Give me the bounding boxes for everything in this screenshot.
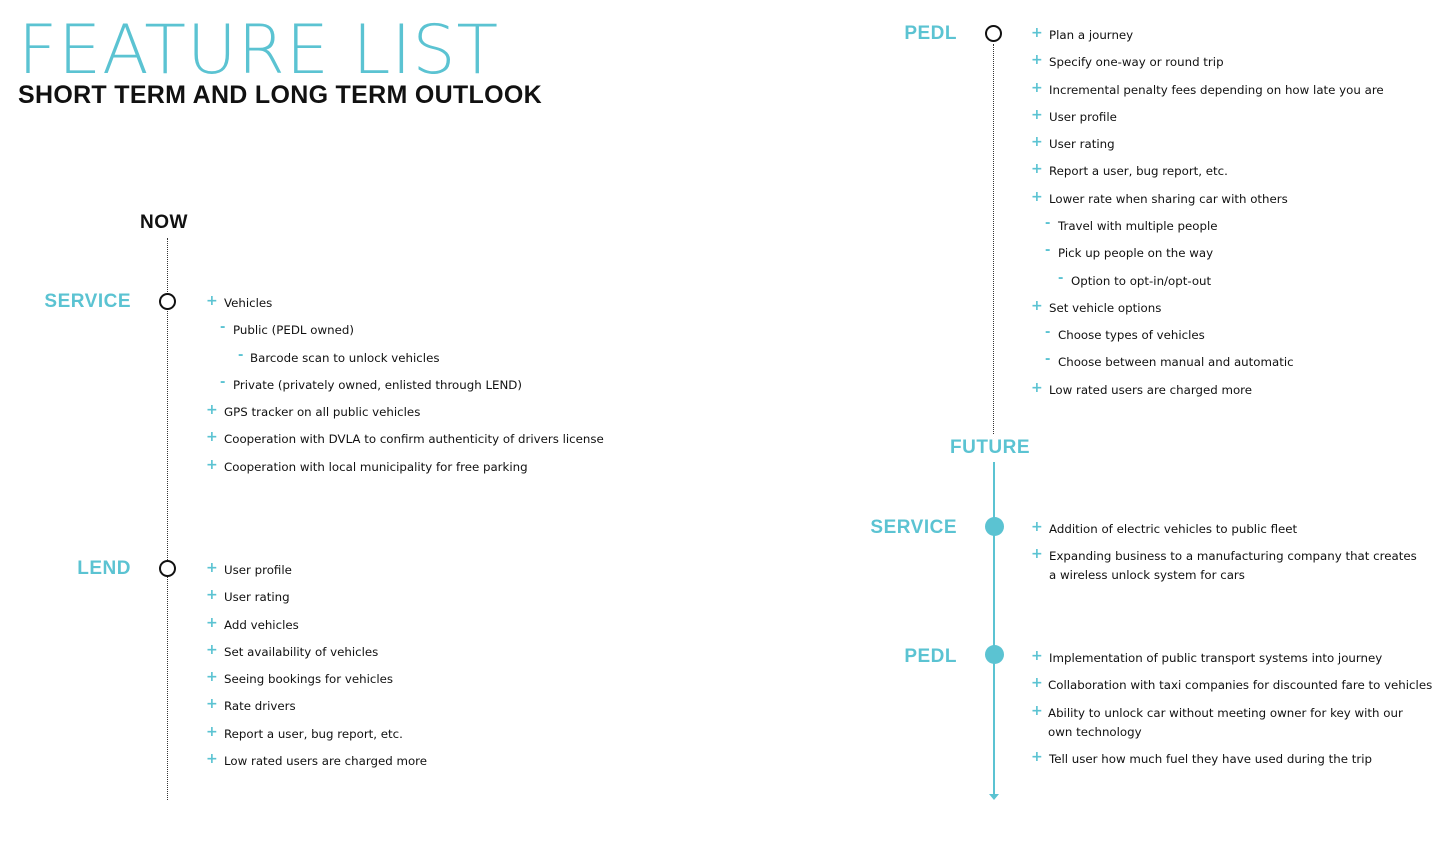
plus-icon: + <box>1031 546 1043 562</box>
dash-icon: - <box>1045 216 1051 231</box>
list-item: Addition of electric vehicles to public fleet <box>1049 522 1298 536</box>
list-item: Plan a journey <box>1049 28 1134 42</box>
dash-icon: - <box>1045 243 1051 258</box>
plus-icon: + <box>206 293 218 309</box>
list-item: Lower rate when sharing car with others <box>1049 192 1288 206</box>
plus-icon: + <box>1031 380 1043 396</box>
list-item: Specify one-way or round trip <box>1049 55 1224 69</box>
dash-icon: - <box>238 348 244 363</box>
milestone-ring-now-service <box>159 293 176 310</box>
list-item: Choose types of vehicles <box>1058 328 1205 342</box>
milestone-ring-now-pedl <box>985 25 1002 42</box>
list-item: Barcode scan to unlock vehicles <box>250 351 440 365</box>
plus-icon: + <box>1031 107 1043 123</box>
milestone-ring-now-lend <box>159 560 176 577</box>
dash-icon: - <box>220 320 226 335</box>
list-item: Pick up people on the way <box>1058 246 1214 260</box>
list-item: Choose between manual and automatic <box>1058 355 1294 369</box>
plus-icon: + <box>1031 25 1043 41</box>
milestone-dot-future-service <box>985 517 1004 536</box>
plus-icon: + <box>206 669 218 685</box>
list-item: Incremental penalty fees depending on how late you are <box>1049 83 1384 97</box>
plus-icon: + <box>206 642 218 658</box>
plus-icon: + <box>1031 298 1043 314</box>
list-item: Cooperation with local municipality for free parking <box>224 460 528 474</box>
section-label-now-lend: LEND <box>77 558 131 579</box>
plus-icon: + <box>1031 675 1043 691</box>
list-item: Report a user, bug report, etc. <box>1049 164 1228 178</box>
list-item: Tell user how much fuel they have used during the trip <box>1049 752 1372 766</box>
plus-icon: + <box>1031 519 1043 535</box>
milestone-dot-future-pedl <box>985 645 1004 664</box>
plus-icon: + <box>1031 134 1043 150</box>
plus-icon: + <box>206 560 218 576</box>
list-item: Seeing bookings for vehicles <box>224 672 394 686</box>
list-item: User profile <box>1049 110 1117 124</box>
list-item: Low rated users are charged more <box>1049 383 1253 397</box>
list-item: Ability to unlock car without meeting owner for key with our own technology <box>1048 706 1403 739</box>
list-item: Expanding business to a manufacturing company that creates a wireless unlock system for cars <box>1049 549 1417 582</box>
list-item: Low rated users are charged more <box>224 754 428 768</box>
future-timeline-line <box>993 462 995 794</box>
list-item: Set vehicle options <box>1049 301 1162 315</box>
section-label-future-pedl: PEDL <box>904 646 957 667</box>
plus-icon: + <box>206 402 218 418</box>
list-item: Private (privately owned, enlisted through LEND) <box>233 378 522 392</box>
list-item: Report a user, bug report, etc. <box>224 727 403 741</box>
plus-icon: + <box>206 615 218 631</box>
list-item: Public (PEDL owned) <box>233 323 354 337</box>
list-item: User rating <box>1049 137 1115 151</box>
plus-icon: + <box>1031 189 1043 205</box>
list-item: Add vehicles <box>224 618 299 632</box>
plus-icon: + <box>1031 749 1043 765</box>
section-label-now-service: SERVICE <box>44 291 131 312</box>
list-item: User profile <box>224 563 292 577</box>
arrow-down-icon <box>989 794 999 800</box>
plus-icon: + <box>1031 703 1043 719</box>
dash-icon: - <box>220 375 226 390</box>
pedl-timeline-line <box>993 44 994 434</box>
list-item: Cooperation with DVLA to confirm authenticity of drivers license <box>224 432 604 446</box>
list-item: Set availability of vehicles <box>224 645 379 659</box>
now-timeline-line <box>167 238 168 800</box>
list-item: Collaboration with taxi companies for discounted fare to vehicles <box>1048 678 1433 692</box>
list-item: Vehicles <box>224 296 273 310</box>
plus-icon: + <box>206 457 218 473</box>
dash-icon: - <box>1045 325 1051 340</box>
list-item: GPS tracker on all public vehicles <box>224 405 421 419</box>
plus-icon: + <box>206 587 218 603</box>
plus-icon: + <box>1031 80 1043 96</box>
list-item: Travel with multiple people <box>1058 219 1218 233</box>
page-subtitle: SHORT TERM AND LONG TERM OUTLOOK <box>18 81 542 109</box>
section-label-future-service: SERVICE <box>870 517 957 538</box>
plus-icon: + <box>206 429 218 445</box>
dash-icon: - <box>1045 352 1051 367</box>
plus-icon: + <box>1031 52 1043 68</box>
plus-icon: + <box>1031 648 1043 664</box>
plus-icon: + <box>206 696 218 712</box>
section-label-now-pedl: PEDL <box>904 23 957 44</box>
page-title: FEATURE LIST <box>18 11 500 90</box>
list-item: Implementation of public transport systems into journey <box>1049 651 1383 665</box>
dash-icon: - <box>1058 271 1064 286</box>
plus-icon: + <box>1031 161 1043 177</box>
list-item: Rate drivers <box>224 699 296 713</box>
list-item: User rating <box>224 590 290 604</box>
timeline-future-label: FUTURE <box>950 437 1031 458</box>
list-item: Option to opt-in/opt-out <box>1071 274 1212 288</box>
timeline-now-label: NOW <box>140 212 188 233</box>
plus-icon: + <box>206 751 218 767</box>
plus-icon: + <box>206 724 218 740</box>
